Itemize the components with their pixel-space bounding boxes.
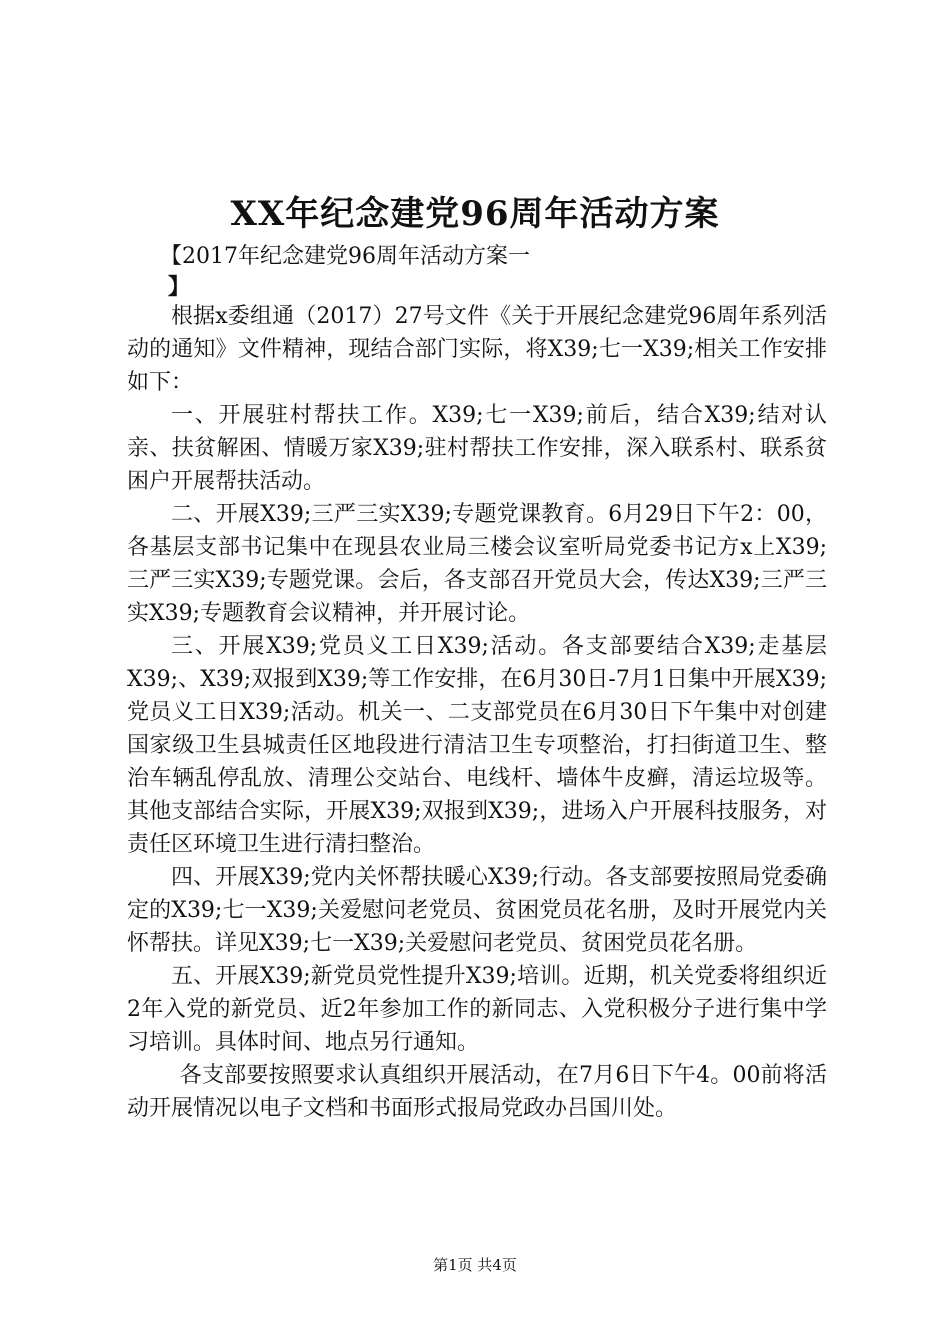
document-body xyxy=(127,300,827,1125)
paragraph-item-5: 五、开展X39;新党员党性提升X39;培训。近期，机关党委将组织近2年入党的新党员、近2年参加工作的新同志、入党积极分子进行集中学习培训。具体时间、地点另行通知。 xyxy=(127,964,827,1055)
section-heading-bracket: 】 xyxy=(168,274,191,300)
paragraph-item-2: 二、开展X39;三严三实X39;专题党课教育。6月29日下午2：00，各基层支部书记集中在现县农业局三楼会议室听局党委书记方x上X39;三严三实X39;专题党课。会后，各支部召开党员大会，传达X39;三严三实X39;专题教育会议精神，并开展讨论。 xyxy=(127,502,827,626)
document-title: XX年纪念建党96周年活动方案 xyxy=(230,194,720,234)
section-heading: 【2017年纪念建党96周年活动方案一 xyxy=(160,244,530,269)
paragraph-item-4: 四、开展X39;党内关怀帮扶暖心X39;行动。各支部要按照局党委确定的X39;七一X39;关爱慰问老党员、贫困党员花名册，及时开展党内关怀帮扶。详见X39;七一X39;关爱慰问老党员、贫困党员花名册。 xyxy=(127,865,827,956)
paragraph-closing: 各支部要按照要求认真组织开展活动，在7月6日下午4。00前将活动开展情况以电子文档和书面形式报局党政办吕国川处。 xyxy=(127,1063,827,1121)
paragraph-item-3: 三、开展X39;党员义工日X39;活动。各支部要结合X39;走基层X39;、X39;双报到X39;等工作安排，在6月30日-7月1日集中开展X39;党员义工日X39;活动。机关一、二支部党员在6月30日下午集中对创建国家级卫生县城责任区地段进行清洁卫生专项整治，打扫街道卫生、整治车辆乱停乱放、清理公交站台、电线杆、墙体牛皮癣，清运垃圾等。其他支部结合实际，开展X39;双报到X39;，进场入户开展科技服务，对责任区环境卫生进行清扫整治。 xyxy=(127,634,827,857)
page-footer: 第1页 共4页 xyxy=(433,1256,517,1274)
paragraph-item-1: 一、开展驻村帮扶工作。X39;七一X39;前后，结合X39;结对认亲、扶贫解困、情暖万家X39;驻村帮扶工作安排，深入联系村、联系贫困户开展帮扶活动。 xyxy=(127,403,827,494)
paragraph-intro: 根据x委组通（2017）27号文件《关于开展纪念建党96周年系列活动的通知》文件精神，现结合部门实际，将X39;七一X39;相关工作安排如下： xyxy=(127,304,827,395)
